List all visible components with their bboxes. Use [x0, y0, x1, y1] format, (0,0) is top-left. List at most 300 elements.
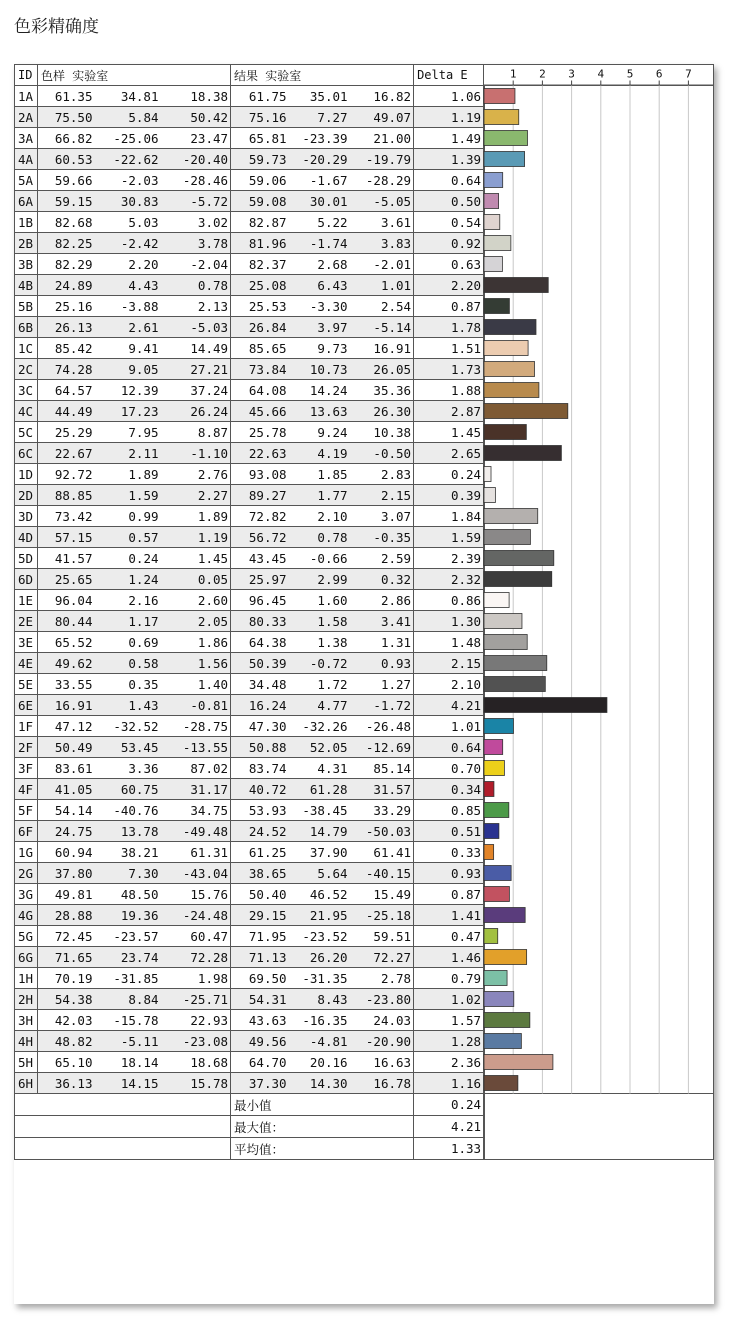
patch-id: 3D: [15, 506, 38, 527]
bar-6C: [484, 446, 561, 461]
sample-a: 1.59: [95, 485, 161, 506]
sample-b: 72.28: [161, 947, 231, 968]
delta-e-value: 1.28: [414, 1031, 485, 1052]
result-b: -5.05: [350, 191, 414, 212]
bar-5E: [484, 677, 545, 692]
sample-l: 82.29: [38, 254, 95, 275]
sample-a: 1.43: [95, 695, 161, 716]
sample-b: -24.48: [161, 905, 231, 926]
bar-4A: [484, 152, 525, 167]
patch-id: 1F: [15, 716, 38, 737]
bar-2F: [484, 740, 503, 755]
patch-id: 5A: [15, 170, 38, 191]
sample-a: 2.11: [95, 443, 161, 464]
table-row: [15, 401, 485, 422]
sample-a: 1.17: [95, 611, 161, 632]
sample-l: 42.03: [38, 1010, 95, 1031]
result-b: 2.15: [350, 485, 414, 506]
sample-l: 22.67: [38, 443, 95, 464]
patch-id: 6C: [15, 443, 38, 464]
result-a: -23.52: [289, 926, 350, 947]
sample-l: 75.50: [38, 107, 95, 128]
result-a: 1.60: [289, 590, 350, 611]
color-accuracy-report: [14, 64, 714, 1304]
result-l: 24.52: [231, 821, 289, 842]
result-b: -12.69: [350, 737, 414, 758]
sample-b: 37.24: [161, 380, 231, 401]
sample-a: -5.11: [95, 1031, 161, 1052]
delta-e-value: 2.10: [414, 674, 485, 695]
result-a: -0.72: [289, 653, 350, 674]
sample-l: 48.82: [38, 1031, 95, 1052]
patch-id: 5F: [15, 800, 38, 821]
bar-3F: [484, 761, 504, 776]
result-b: 16.78: [350, 1073, 414, 1094]
sample-a: 0.57: [95, 527, 161, 548]
table-row: [15, 317, 485, 338]
sample-a: 9.41: [95, 338, 161, 359]
tick-label: 4: [597, 67, 605, 81]
sample-a: 2.61: [95, 317, 161, 338]
result-a: 5.22: [289, 212, 350, 233]
sample-b: 14.49: [161, 338, 231, 359]
sample-l: 16.91: [38, 695, 95, 716]
delta-e-value: 2.20: [414, 275, 485, 296]
delta-e-value: 1.19: [414, 107, 485, 128]
result-l: 59.08: [231, 191, 289, 212]
delta-e-value: 1.46: [414, 947, 485, 968]
bar-5B: [484, 299, 509, 314]
delta-e-value: 1.06: [414, 86, 485, 107]
result-b: 0.32: [350, 569, 414, 590]
sample-b: 0.78: [161, 275, 231, 296]
result-l: 96.45: [231, 590, 289, 611]
patch-id: 4F: [15, 779, 38, 800]
header-delta-e: Delta E: [414, 65, 485, 86]
bar-4F: [484, 782, 494, 797]
sample-l: 41.05: [38, 779, 95, 800]
table-row: [15, 653, 485, 674]
table-row: [15, 506, 485, 527]
table-row: [15, 1073, 485, 1094]
sample-l: 60.53: [38, 149, 95, 170]
tick-label: 6: [655, 67, 663, 81]
delta-e-bar-chart: [483, 64, 714, 1304]
result-l: 64.70: [231, 1052, 289, 1073]
sample-l: 41.57: [38, 548, 95, 569]
table-row: [15, 905, 485, 926]
bar-4C: [484, 404, 568, 419]
sample-b: 15.76: [161, 884, 231, 905]
result-l: 73.84: [231, 359, 289, 380]
result-b: 31.57: [350, 779, 414, 800]
bar-1C: [484, 341, 528, 356]
sample-b: 1.40: [161, 674, 231, 695]
sample-l: 25.16: [38, 296, 95, 317]
result-a: 14.30: [289, 1073, 350, 1094]
sample-l: 26.13: [38, 317, 95, 338]
table-row: [15, 338, 485, 359]
sample-b: -0.81: [161, 695, 231, 716]
bar-6E: [484, 698, 607, 713]
table-header: [15, 65, 485, 86]
result-l: 64.08: [231, 380, 289, 401]
result-l: 50.88: [231, 737, 289, 758]
result-a: 35.01: [289, 86, 350, 107]
table-row: [15, 1010, 485, 1031]
result-a: 13.63: [289, 401, 350, 422]
result-l: 43.45: [231, 548, 289, 569]
result-l: 81.96: [231, 233, 289, 254]
bar-5F: [484, 803, 509, 818]
delta-e-value: 0.34: [414, 779, 485, 800]
patch-id: 5G: [15, 926, 38, 947]
tick-label: 1: [509, 67, 517, 81]
bar-4D: [484, 530, 530, 545]
patch-id: 3B: [15, 254, 38, 275]
sample-b: -43.04: [161, 863, 231, 884]
result-b: 1.27: [350, 674, 414, 695]
patch-id: 6H: [15, 1073, 38, 1094]
sample-l: 72.45: [38, 926, 95, 947]
sample-l: 28.88: [38, 905, 95, 926]
patch-id: 4B: [15, 275, 38, 296]
bar-1B: [484, 215, 500, 230]
result-a: 9.73: [289, 338, 350, 359]
result-l: 29.15: [231, 905, 289, 926]
sample-b: -49.48: [161, 821, 231, 842]
delta-e-value: 4.21: [414, 695, 485, 716]
result-b: 3.61: [350, 212, 414, 233]
result-l: 25.78: [231, 422, 289, 443]
bar-5C: [484, 425, 526, 440]
table-row: [15, 737, 485, 758]
sample-l: 61.35: [38, 86, 95, 107]
result-a: 2.68: [289, 254, 350, 275]
result-b: 1.31: [350, 632, 414, 653]
summary-label: 最大值：: [231, 1116, 414, 1138]
sample-a: 4.43: [95, 275, 161, 296]
result-a: -20.29: [289, 149, 350, 170]
sample-b: -5.72: [161, 191, 231, 212]
table-row: [15, 359, 485, 380]
result-a: 8.43: [289, 989, 350, 1010]
patch-id: 6D: [15, 569, 38, 590]
result-a: -4.81: [289, 1031, 350, 1052]
patch-id: 5H: [15, 1052, 38, 1073]
table-row: [15, 86, 485, 107]
sample-b: 2.05: [161, 611, 231, 632]
result-a: 1.72: [289, 674, 350, 695]
sample-a: -25.06: [95, 128, 161, 149]
delta-e-value: 0.47: [414, 926, 485, 947]
sample-l: 59.15: [38, 191, 95, 212]
table-row: [15, 863, 485, 884]
bar-1F: [484, 719, 513, 734]
sample-a: 53.45: [95, 737, 161, 758]
table-row: [15, 821, 485, 842]
table-row: [15, 380, 485, 401]
sample-b: 2.27: [161, 485, 231, 506]
sample-a: 1.89: [95, 464, 161, 485]
patch-id: 2F: [15, 737, 38, 758]
result-b: 85.14: [350, 758, 414, 779]
summary-label: 平均值：: [231, 1138, 414, 1160]
sample-b: -13.55: [161, 737, 231, 758]
sample-l: 25.29: [38, 422, 95, 443]
result-l: 50.40: [231, 884, 289, 905]
result-b: 2.59: [350, 548, 414, 569]
result-b: 61.41: [350, 842, 414, 863]
result-l: 61.25: [231, 842, 289, 863]
delta-e-value: 0.50: [414, 191, 485, 212]
sample-a: 23.74: [95, 947, 161, 968]
bar-2H: [484, 992, 514, 1007]
delta-e-value: 2.36: [414, 1052, 485, 1073]
result-l: 22.63: [231, 443, 289, 464]
bar-1A: [484, 89, 515, 104]
result-b: 16.63: [350, 1052, 414, 1073]
sample-a: -3.88: [95, 296, 161, 317]
patch-id: 2G: [15, 863, 38, 884]
patch-id: 2E: [15, 611, 38, 632]
sample-l: 71.65: [38, 947, 95, 968]
result-a: 10.73: [289, 359, 350, 380]
result-l: 85.65: [231, 338, 289, 359]
delta-e-value: 0.63: [414, 254, 485, 275]
sample-l: 57.15: [38, 527, 95, 548]
result-l: 75.16: [231, 107, 289, 128]
delta-e-value: 1.57: [414, 1010, 485, 1031]
table-row: [15, 128, 485, 149]
result-l: 40.72: [231, 779, 289, 800]
patch-id: 5B: [15, 296, 38, 317]
sample-l: 24.75: [38, 821, 95, 842]
table-row: [15, 989, 485, 1010]
sample-a: -32.52: [95, 716, 161, 737]
patch-id: 6E: [15, 695, 38, 716]
sample-b: 2.76: [161, 464, 231, 485]
result-a: 26.20: [289, 947, 350, 968]
patch-id: 3E: [15, 632, 38, 653]
result-l: 71.95: [231, 926, 289, 947]
bar-4E: [484, 656, 547, 671]
sample-b: 8.87: [161, 422, 231, 443]
header-id: ID: [15, 65, 38, 86]
result-l: 47.30: [231, 716, 289, 737]
tick-label: 3: [568, 67, 575, 81]
sample-l: 25.65: [38, 569, 95, 590]
summary-blank: [15, 1138, 231, 1160]
result-a: 14.24: [289, 380, 350, 401]
patch-id: 1A: [15, 86, 38, 107]
sample-b: -28.46: [161, 170, 231, 191]
sample-a: 7.95: [95, 422, 161, 443]
delta-e-value: 0.51: [414, 821, 485, 842]
result-a: 46.52: [289, 884, 350, 905]
result-l: 54.31: [231, 989, 289, 1010]
result-a: 1.77: [289, 485, 350, 506]
table-row: [15, 674, 485, 695]
result-a: 1.38: [289, 632, 350, 653]
result-l: 64.38: [231, 632, 289, 653]
bar-2A: [484, 110, 519, 125]
sample-a: 18.14: [95, 1052, 161, 1073]
table-row: [15, 233, 485, 254]
bar-3G: [484, 887, 509, 902]
patch-id: 1E: [15, 590, 38, 611]
patch-id: 3G: [15, 884, 38, 905]
result-b: 26.30: [350, 401, 414, 422]
patch-id: 6F: [15, 821, 38, 842]
result-l: 65.81: [231, 128, 289, 149]
result-b: -20.90: [350, 1031, 414, 1052]
sample-l: 83.61: [38, 758, 95, 779]
sample-l: 54.14: [38, 800, 95, 821]
delta-e-value: 0.87: [414, 296, 485, 317]
sample-b: -23.08: [161, 1031, 231, 1052]
table-row: [15, 800, 485, 821]
delta-e-value: 0.64: [414, 170, 485, 191]
result-a: 52.05: [289, 737, 350, 758]
patch-id: 1H: [15, 968, 38, 989]
patch-id: 2C: [15, 359, 38, 380]
tick-label: 2: [539, 67, 546, 81]
table-row: [15, 758, 485, 779]
result-b: -1.72: [350, 695, 414, 716]
result-a: -16.35: [289, 1010, 350, 1031]
result-b: 59.51: [350, 926, 414, 947]
bar-4G: [484, 908, 525, 923]
table-row: [15, 968, 485, 989]
result-l: 89.27: [231, 485, 289, 506]
sample-b: 18.68: [161, 1052, 231, 1073]
patch-id: 3A: [15, 128, 38, 149]
table-row: [15, 485, 485, 506]
sample-l: 74.28: [38, 359, 95, 380]
sample-a: 7.30: [95, 863, 161, 884]
result-b: 3.41: [350, 611, 414, 632]
result-l: 49.56: [231, 1031, 289, 1052]
result-b: 72.27: [350, 947, 414, 968]
sample-l: 44.49: [38, 401, 95, 422]
tick-label: 5: [626, 67, 634, 81]
bar-3E: [484, 635, 527, 650]
result-l: 43.63: [231, 1010, 289, 1031]
sample-a: 13.78: [95, 821, 161, 842]
delta-e-value: 1.41: [414, 905, 485, 926]
table-row: [15, 695, 485, 716]
bar-1E: [484, 593, 509, 608]
sample-l: 47.12: [38, 716, 95, 737]
summary-blank: [15, 1094, 231, 1116]
result-l: 56.72: [231, 527, 289, 548]
sample-b: -2.04: [161, 254, 231, 275]
result-b: -0.50: [350, 443, 414, 464]
table-row: [15, 527, 485, 548]
sample-b: 22.93: [161, 1010, 231, 1031]
delta-e-value: 2.65: [414, 443, 485, 464]
result-b: 3.83: [350, 233, 414, 254]
result-a: -31.35: [289, 968, 350, 989]
table-row: [15, 611, 485, 632]
delta-e-value: 0.92: [414, 233, 485, 254]
summary-blank: [15, 1116, 231, 1138]
page-title: 色彩精确度: [14, 17, 99, 37]
patch-id: 3F: [15, 758, 38, 779]
result-b: 35.36: [350, 380, 414, 401]
patch-id: 6B: [15, 317, 38, 338]
sample-l: 73.42: [38, 506, 95, 527]
delta-e-value: 1.59: [414, 527, 485, 548]
delta-e-value: 0.64: [414, 737, 485, 758]
result-a: 4.31: [289, 758, 350, 779]
sample-a: 0.58: [95, 653, 161, 674]
delta-e-value: 1.84: [414, 506, 485, 527]
table-row: [15, 590, 485, 611]
table-row: [15, 443, 485, 464]
delta-e-value: 0.54: [414, 212, 485, 233]
bar-5A: [484, 173, 503, 188]
patch-id: 4G: [15, 905, 38, 926]
result-b: -25.18: [350, 905, 414, 926]
sample-b: 27.21: [161, 359, 231, 380]
table-row: [15, 191, 485, 212]
table-row: [15, 296, 485, 317]
result-b: 2.86: [350, 590, 414, 611]
sample-l: 85.42: [38, 338, 95, 359]
delta-e-value: 0.33: [414, 842, 485, 863]
table-row: [15, 548, 485, 569]
bar-3D: [484, 509, 538, 524]
sample-l: 54.38: [38, 989, 95, 1010]
sample-b: 1.98: [161, 968, 231, 989]
sample-a: -23.57: [95, 926, 161, 947]
sample-a: 0.35: [95, 674, 161, 695]
sample-l: 60.94: [38, 842, 95, 863]
result-b: -5.14: [350, 317, 414, 338]
patch-id: 1D: [15, 464, 38, 485]
sample-b: 26.24: [161, 401, 231, 422]
patch-id: 3H: [15, 1010, 38, 1031]
delta-e-value: 0.85: [414, 800, 485, 821]
sample-a: -40.76: [95, 800, 161, 821]
table-row: [15, 716, 485, 737]
result-b: 1.01: [350, 275, 414, 296]
sample-b: 3.02: [161, 212, 231, 233]
bar-2E: [484, 614, 522, 629]
result-a: 2.99: [289, 569, 350, 590]
result-a: 6.43: [289, 275, 350, 296]
delta-e-value: 2.39: [414, 548, 485, 569]
sample-b: 31.17: [161, 779, 231, 800]
sample-b: 1.89: [161, 506, 231, 527]
sample-b: -20.40: [161, 149, 231, 170]
patch-id: 2D: [15, 485, 38, 506]
result-b: 33.29: [350, 800, 414, 821]
result-a: 3.97: [289, 317, 350, 338]
sample-a: 9.05: [95, 359, 161, 380]
sample-l: 49.62: [38, 653, 95, 674]
sample-b: 18.38: [161, 86, 231, 107]
sample-a: -31.85: [95, 968, 161, 989]
patch-id: 6G: [15, 947, 38, 968]
summary-row: [15, 1094, 485, 1116]
bar-6H: [484, 1076, 518, 1091]
sample-l: 49.81: [38, 884, 95, 905]
result-b: 2.78: [350, 968, 414, 989]
chart-plot-frame: [484, 86, 714, 1094]
